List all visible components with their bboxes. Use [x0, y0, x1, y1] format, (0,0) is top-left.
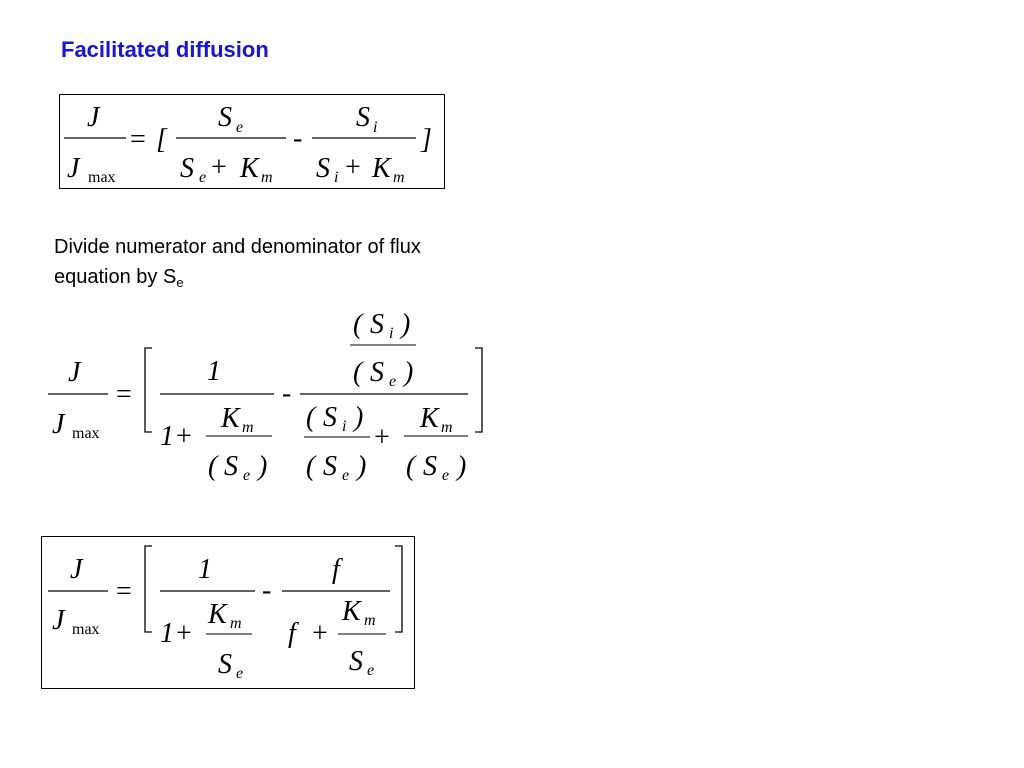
eq3-left-bracket — [145, 546, 152, 632]
eq1-michaelis-constant: K — [240, 153, 259, 184]
math-symbol: m — [242, 419, 254, 436]
math-symbol: + — [345, 152, 361, 183]
math-symbol: f — [288, 618, 296, 649]
math-symbol: 1 — [160, 421, 174, 452]
math-symbol: ( — [406, 451, 416, 482]
math-symbol: + — [176, 618, 192, 649]
math-symbol: S — [423, 451, 437, 482]
math-symbol: S — [323, 402, 337, 433]
math-symbol: e — [236, 119, 244, 136]
math-symbol: i — [389, 325, 394, 342]
math-symbol: ) — [258, 451, 268, 482]
math-symbol: ( — [208, 451, 218, 482]
math-symbol: S — [218, 649, 232, 680]
math-symbol: e — [243, 467, 251, 484]
math-symbol: K — [372, 153, 391, 184]
math-symbol: S — [180, 153, 194, 184]
eq1-left-bracket: [ — [156, 124, 167, 155]
eq3-flux-symbol: J — [70, 554, 83, 585]
instruction-text — [54, 232, 554, 292]
eq2-minus-sign: - — [282, 378, 292, 409]
eq1-minus-sign: - — [293, 123, 303, 154]
math-symbol: e — [442, 467, 450, 484]
math-symbol: ( — [353, 357, 363, 388]
instruction-line-1: Divide numerator and denominator of flux — [54, 236, 421, 258]
eq2-flux-symbol: J — [68, 357, 81, 388]
eq3-right-bracket — [395, 546, 402, 632]
math-symbol: max — [72, 425, 100, 442]
eq1-substrate-e: S — [218, 102, 232, 133]
instruction-subscript: e — [176, 275, 184, 290]
math-symbol: J — [52, 605, 65, 636]
eq2-numerator-one: 1 — [207, 356, 221, 387]
math-symbol: ( — [306, 402, 316, 433]
math-symbol: m — [230, 615, 242, 632]
math-symbol: i — [342, 418, 347, 435]
eq1-substrate-i: S — [356, 102, 370, 133]
eq3-ratio-f: f — [332, 554, 340, 585]
math-symbol: max — [72, 621, 100, 638]
math-symbol: K — [420, 403, 439, 434]
equation-1 — [50, 90, 450, 200]
math-symbol: e — [199, 169, 207, 186]
math-symbol: K — [208, 599, 227, 630]
math-symbol: + — [312, 618, 328, 649]
math-symbol: ) — [354, 402, 364, 433]
eq3-equals-sign: = — [116, 576, 132, 607]
math-symbol: m — [261, 169, 273, 186]
eq2-equals-sign: = — [116, 379, 132, 410]
eq1-max-subscript: max — [88, 169, 116, 186]
math-symbol: ) — [401, 309, 411, 340]
math-symbol: S — [224, 451, 238, 482]
eq1-right-bracket: ] — [421, 124, 432, 155]
math-symbol: i — [334, 169, 339, 186]
math-symbol: J — [52, 409, 65, 440]
math-symbol: S — [349, 646, 363, 677]
math-symbol: K — [342, 596, 361, 627]
equation-3 — [40, 536, 420, 696]
eq1-flux-symbol-denominator: J — [67, 153, 80, 184]
math-symbol: e — [236, 665, 244, 682]
math-symbol: i — [373, 119, 378, 136]
math-symbol: e — [389, 373, 397, 390]
math-symbol: ( — [353, 309, 363, 340]
math-symbol: S — [316, 153, 330, 184]
math-symbol: ) — [357, 451, 367, 482]
math-symbol: + — [176, 421, 192, 452]
math-symbol: + — [211, 152, 227, 183]
eq3-numerator-one: 1 — [198, 554, 212, 585]
math-symbol: e — [367, 662, 375, 679]
math-symbol: 1 — [160, 618, 174, 649]
math-symbol: m — [364, 612, 376, 629]
math-symbol: m — [393, 169, 405, 186]
eq2-right-bracket — [475, 348, 482, 432]
slide-title: Facilitated diffusion — [61, 37, 269, 62]
math-symbol: ) — [404, 357, 414, 388]
math-symbol: S — [323, 451, 337, 482]
math-symbol: S — [370, 309, 384, 340]
eq1-flux-symbol: J — [87, 102, 100, 133]
math-symbol: ) — [457, 451, 467, 482]
math-symbol: m — [441, 419, 453, 436]
eq3-minus-sign: - — [262, 575, 272, 606]
eq2-left-bracket — [145, 348, 152, 432]
eq1-equals-sign: = — [130, 124, 146, 155]
math-symbol: S — [370, 357, 384, 388]
math-symbol: + — [374, 422, 390, 453]
math-symbol: e — [342, 467, 350, 484]
math-symbol: K — [221, 403, 240, 434]
math-symbol: ( — [306, 451, 316, 482]
instruction-line-2: equation by S — [54, 266, 177, 288]
equation-2 — [40, 300, 500, 490]
